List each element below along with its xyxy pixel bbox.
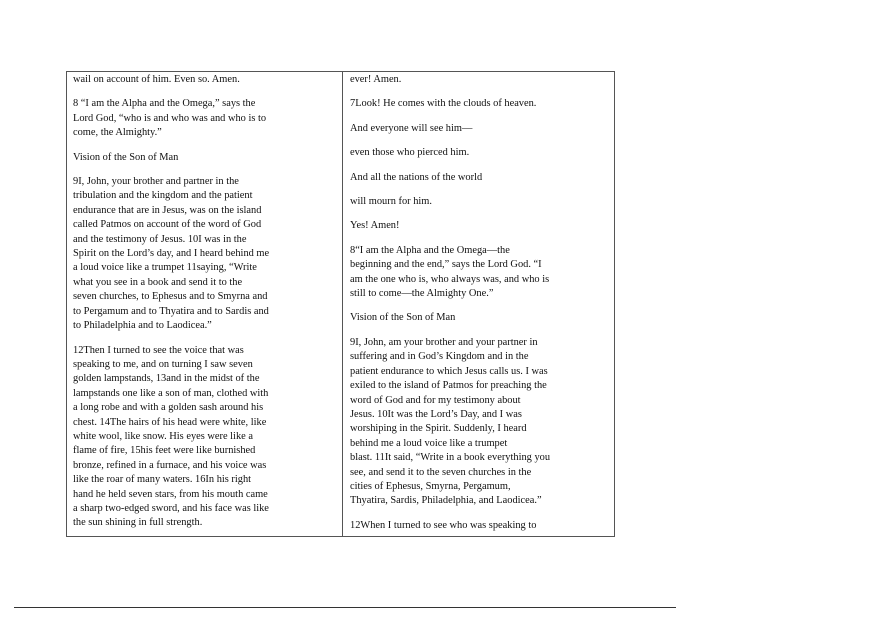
left-paragraph-2: 8 “I am the Alpha and the Omega,” says the Lord God, “who is and who was and who is to come, the Almighty.” <box>73 98 267 139</box>
left-paragraph-4: 12Then I turned to see the voice that was speaking to me, and on turning I saw seven golden lampstands, 13and in the midst of the lampstands one like a son of man, clothed with a long robe and with a golden sash around his chest. 14The hairs of his head were white, like white wool, like snow. His eyes were like a flame of fire, 15his feet were like burnished bronze, refined in a furnace, and his voice was like the roar of many waters. 16In his right hand he held seven stars, from his mouth came a sharp two-edged sword, and his face was like the sun shining in full strength. <box>73 344 269 529</box>
right-paragraph-4: even those who pierced him. <box>350 147 470 159</box>
left-paragraph-1: wail on account of him. Even so. Amen. <box>73 74 240 85</box>
right-paragraph-1: ever! Amen. <box>350 74 402 85</box>
right-paragraph-8: 8“I am the Alpha and the Omega—the beginning and the end,” says the Lord God. “I am the one who is, who always was, and who is still to come—the Almighty One.” <box>350 244 550 300</box>
footer-rule <box>14 607 676 608</box>
right-paragraph-7: Yes! Amen! <box>350 220 400 232</box>
left-section-heading: Vision of the Son of Man <box>73 151 179 163</box>
left-paragraph-3: 9I, John, your brother and partner in the tribulation and the kingdom and the patient endurance that are in Jesus, was on the island called Patmos on account of the word of God and the testimony of Jesus. 10I was in the Spirit on the Lord’s day, and I heard behind me a loud voice like a trumpet 11saying, “Write what you see in a book and send it to the seven churches, to Ephesus and to Smyrna and to Pergamum and to Thyatira and to Sardis and to Philadelphia and to Laodicea.” <box>73 176 270 332</box>
right-column <box>343 72 614 536</box>
right-paragraph-2: 7Look! He comes with the clouds of heaven. <box>350 98 537 110</box>
right-paragraph-6: will mourn for him. <box>350 196 432 208</box>
right-paragraph-10: 12When I turned to see who was speaking to <box>350 519 537 531</box>
left-column <box>67 72 343 536</box>
right-paragraph-3: And everyone will see him— <box>350 122 473 134</box>
right-section-heading: Vision of the Son of Man <box>350 312 456 324</box>
right-paragraph-9: 9I, John, am your brother and your partner in suffering and in God’s Kingdom and in the patient endurance to which Jesus calls us. I was exiled to the island of Patmos for preaching the word of God and for my testimony about Jesus. 10It was the Lord’s Day, and I was worshiping in the Spirit. Suddenly, I heard behind me a loud voice like a trumpet blast. 11It said, “Write in a book everything you see, and send it to the seven churches in the cities of Ephesus, Smyrna, Pergamum, Thyatira, Sardis, Philadelphia, and Laodicea.” <box>350 336 551 507</box>
right-paragraph-5: And all the nations of the world <box>350 171 483 183</box>
comparison-table <box>66 71 615 537</box>
